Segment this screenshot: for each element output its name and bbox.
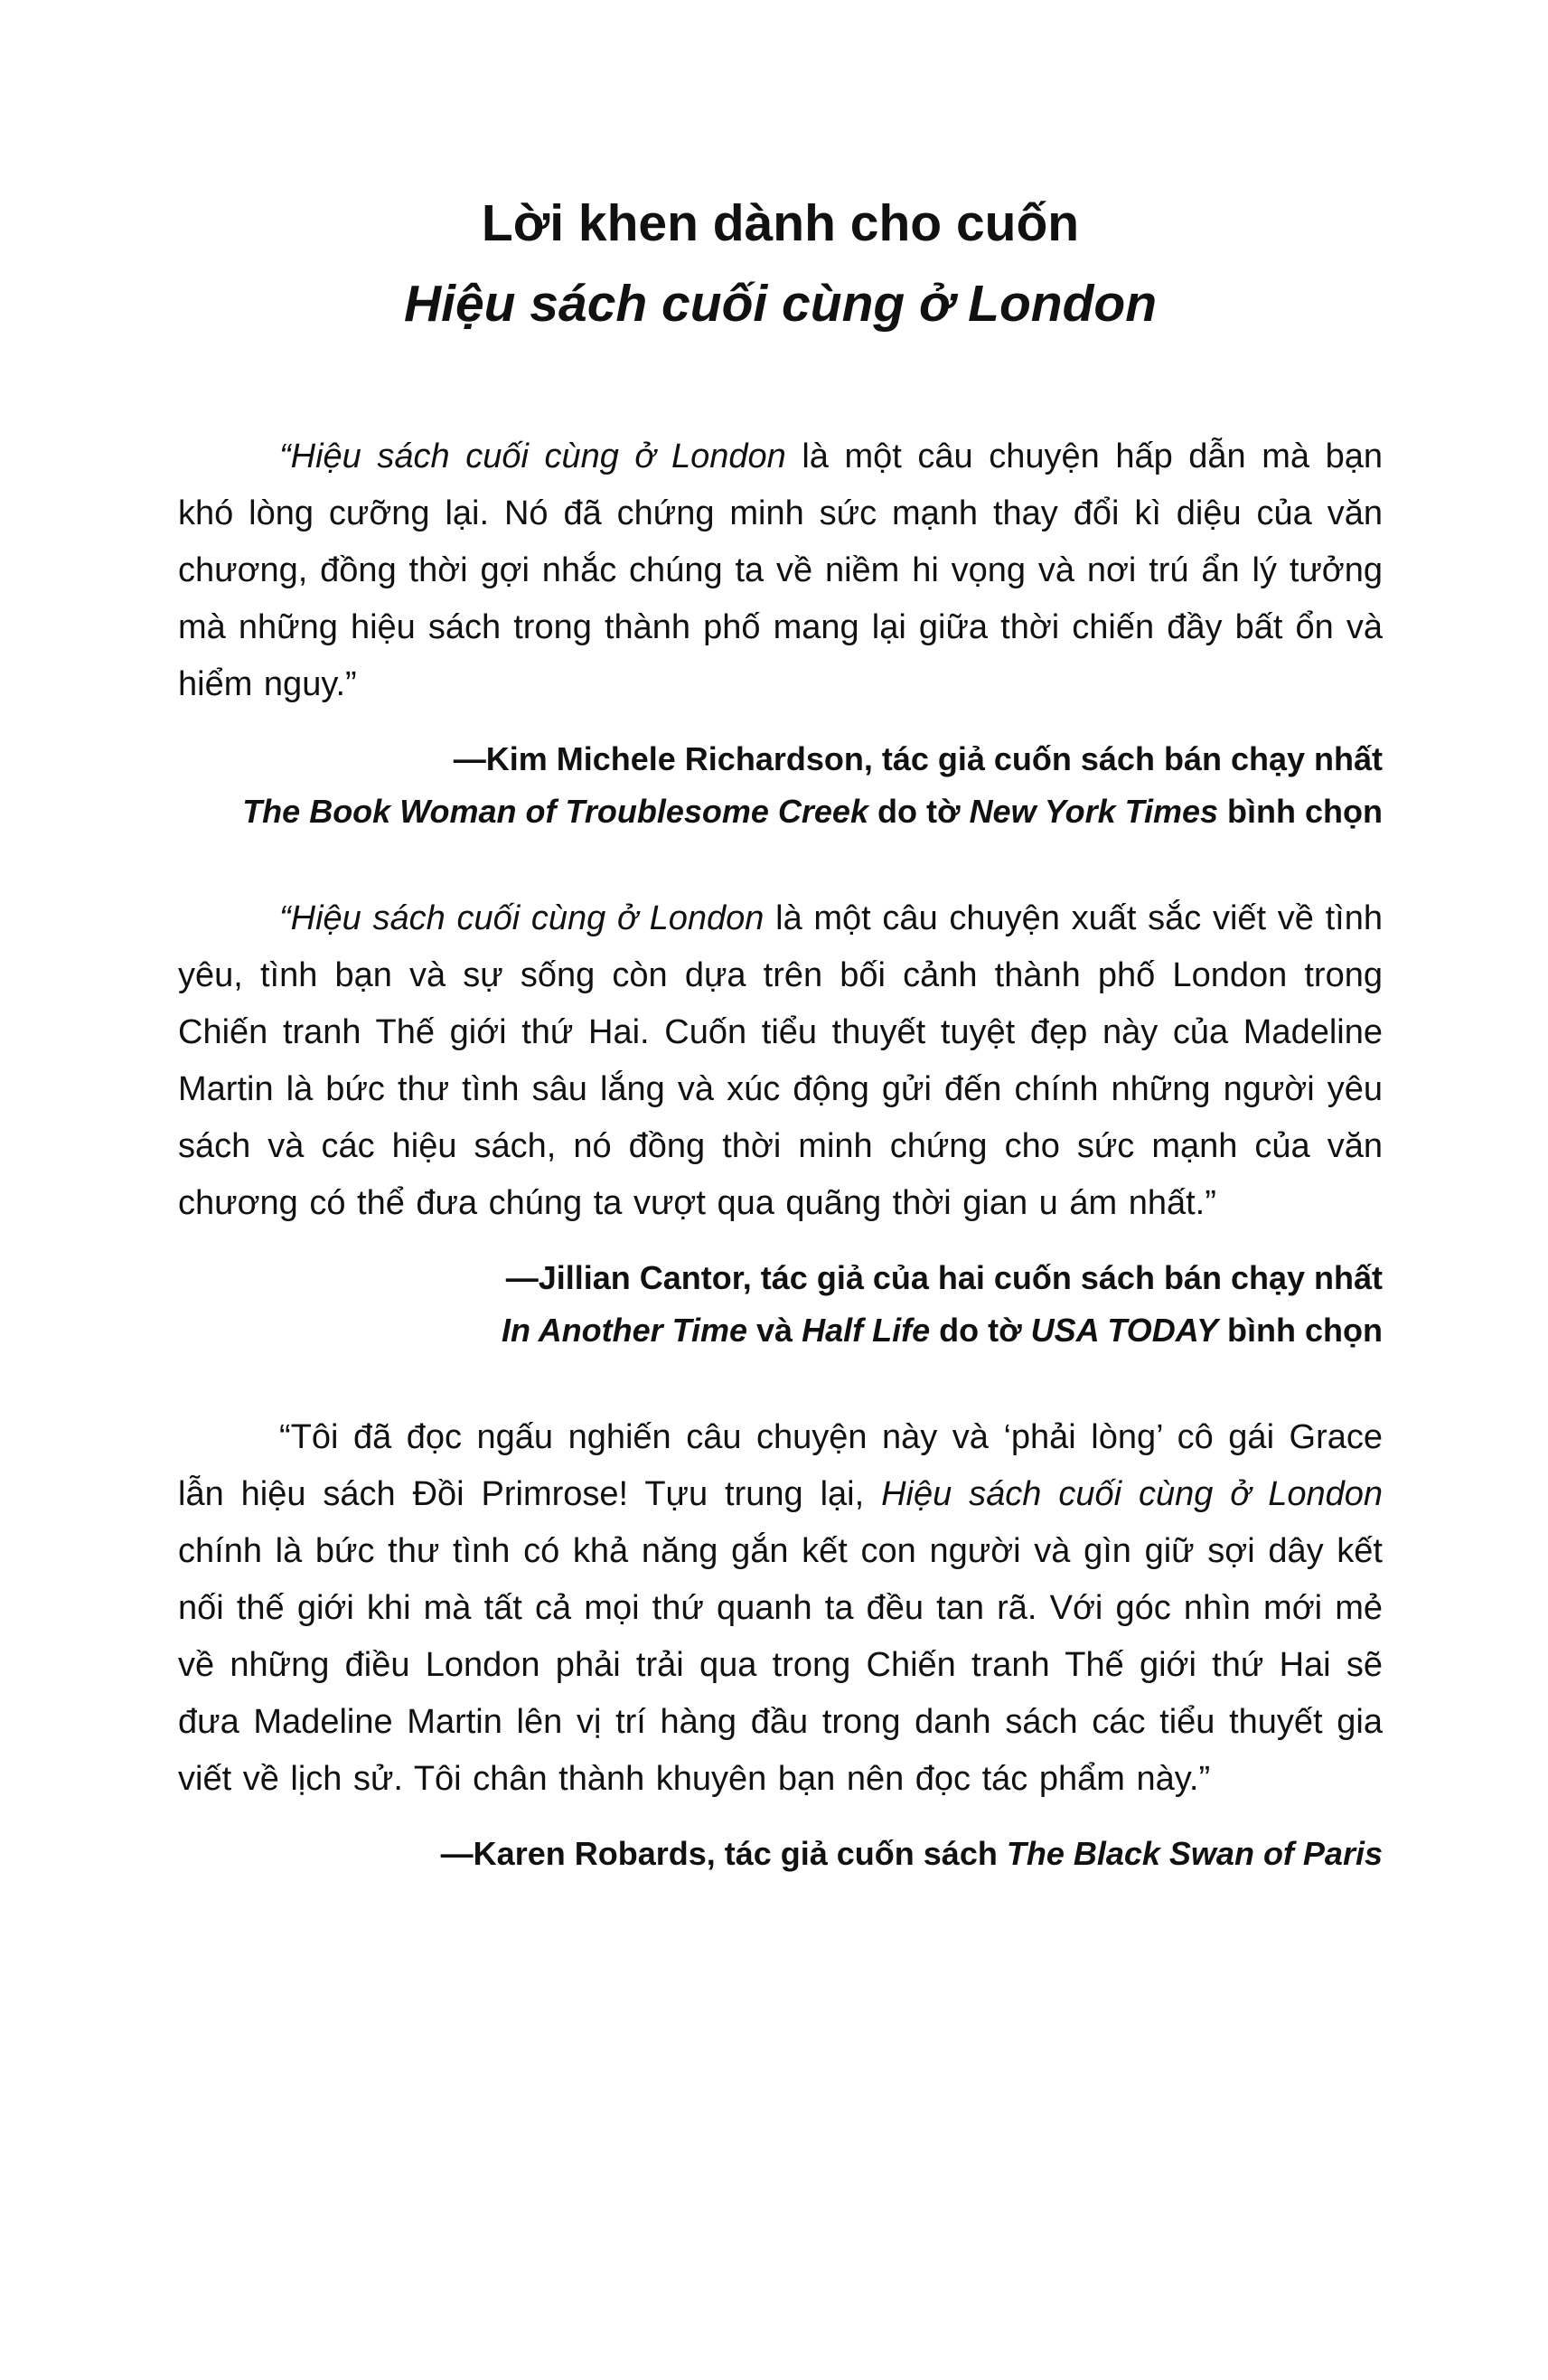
- quote-attribution: —Kim Michele Richardson, tác giả cuốn sách bán chạy nhất The Book Woman of Troublesome Creek do tờ New York Times bình chọn: [242, 740, 1383, 830]
- praise-quote-1: [178, 428, 1383, 838]
- praise-quote-3: [178, 1409, 1383, 1880]
- quote-attribution: —Karen Robards, tác giả cuốn sách The Black Swan of Paris: [440, 1835, 1383, 1872]
- book-praise-page: [0, 192, 1548, 2380]
- quote-paragraph: “Hiệu sách cuối cùng ở London là một câu chuyện xuất sắc viết về tình yêu, tình bạn và sự sống còn dựa trên bối cảnh thành phố London trong Chiến tranh Thế giới thứ Hai. Cuốn tiểu thuyết tuyệt đẹp này của Madeline Martin là bức thư tình sâu lắng và xúc động gửi đến chính những người yêu sách và các hiệu sách, nó đồng thời minh chứng cho sức mạnh của văn chương có thể đưa chúng ta vượt qua quãng thời gian u ám nhất.”: [178, 899, 1384, 1222]
- page-title-book-name: Hiệu sách cuối cùng ở London: [403, 275, 1158, 333]
- quote-attribution: —Jillian Cantor, tác giả của hai cuốn sách bán chạy nhất In Another Time và Half Life do tờ USA TODAY bình chọn: [502, 1259, 1383, 1349]
- praise-quote-2: [178, 890, 1383, 1357]
- quote-paragraph: “Hiệu sách cuối cùng ở London là một câu chuyện hấp dẫn mà bạn khó lòng cưỡng lại. Nó đã chứng minh sức mạnh thay đổi kì diệu của văn chương, đồng thời gợi nhắc chúng ta về niềm hi vọng và nơi trú ẩn lý tưởng mà những hiệu sách trong thành phố mang lại giữa thời chiến đầy bất ổn và hiểm nguy.”: [178, 437, 1383, 703]
- page-title: Lời khen dành cho cuốn: [481, 194, 1080, 252]
- quote-paragraph: “Tôi đã đọc ngấu nghiến câu chuyện này và ‘phải lòng’ cô gái Grace lẫn hiệu sách Đồi Primrose! Tựu trung lại, Hiệu sách cuối cùng ở London chính là bức thư tình có khả năng gắn kết con người và gìn giữ sợi dây kết nối thế giới khi mà tất cả mọi thứ quanh ta đều tan rã. Với góc nhìn mới mẻ về những điều London phải trải qua trong Chiến tranh Thế giới thứ Hai sẽ đưa Madeline Martin lên vị trí hàng đầu trong danh sách các tiểu thuyết gia viết về lịch sử. Tôi chân thành khuyên bạn nên đọc tác phẩm này.”: [178, 1418, 1383, 1798]
